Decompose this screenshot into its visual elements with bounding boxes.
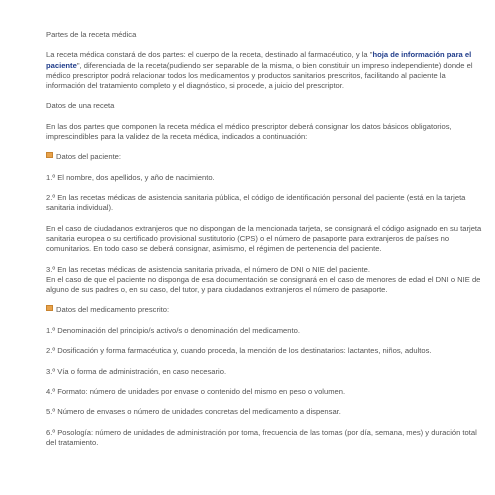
- patient-item-2: 2.º En las recetas médicas de asistencia sanitaria pública, el código de identificación personal del paciente (está en la tarjeta sanitaria individual).: [46, 193, 466, 213]
- patient-item-3: 3.º En las recetas médicas de asistencia sanitaria privada, el número de DNI o NIE del paciente.: [46, 264, 370, 274]
- med-label-text: Datos del medicamento prescrito:: [56, 305, 170, 315]
- med-section-label: [46, 305, 486, 315]
- intro-text-a: La receta médica constará de dos partes: el cuerpo de la receta, destinado al farmacéutico, y la ": [46, 50, 373, 60]
- document-body: [46, 30, 486, 458]
- med-item-4: 4.º Formato: número de unidades por envase o contenido del mismo en peso o volumen.: [46, 386, 346, 396]
- patient-section-label: [46, 152, 486, 162]
- intro2-paragraph: En las dos partes que componen la receta médica el médico prescriptor deberá consignar los datos básicos obligatorios, imprescindibles para la validez de la receta médica, indicados a continuación:: [46, 121, 452, 141]
- patient-label-text: Datos del paciente:: [56, 152, 122, 162]
- med-item-5: 5.º Número de envases o número de unidades concretas del medicamento a dispensar.: [46, 407, 341, 417]
- med-item-3: 3.º Vía o forma de administración, en caso necesario.: [46, 366, 227, 376]
- med-item-6: 6.º Posología: número de unidades de administración por toma, frecuencia de las tomas (por día, semana, mes) y duración total del tratamiento.: [46, 427, 477, 447]
- intro-paragraph: [46, 50, 486, 91]
- patient-item-3b: En el caso de que el paciente no disponga de esa documentación se consignará en el caso de menores de edad el DNI o NIE de alguno de sus padres o, en su caso, del tutor, y para ciudadanos extranjeros el número de pasaporte.: [46, 274, 481, 294]
- heading-datos: Datos de una receta: [46, 101, 115, 111]
- bullet-icon: [46, 305, 53, 311]
- patient-item-2b: En el caso de ciudadanos extranjeros que no dispongan de la mencionada tarjeta, se consignará el código asignado en su tarjeta sanitaria europea o su certificado provisional sustitutorio (CPS) o el número de pasaporte para extranjeros de países no comunitarios. En todo caso se deberá consignar, asimismo, el régimen de pertenencia del paciente.: [46, 223, 482, 254]
- intro-text-b: ", diferenciada de la receta(pudiendo ser separable de la misma, o bien constituir un impreso independiente) donde el médico prescriptor podrá relacionar todos los medicamentos y productos sanitarios prescritos, facilitando al paciente la información del tratamiento completo y el diagnóstico, si procede, a juicio del prescriptor.: [46, 60, 473, 90]
- hoja-informacion-link[interactable]: hoja de información para el paciente: [46, 50, 472, 70]
- patient-item-1: 1.º El nombre, dos apellidos, y año de nacimiento.: [46, 172, 215, 182]
- med-item-1: 1.º Denominación del principio/s activo/s o denominación del medicamento.: [46, 325, 300, 335]
- heading-partes: Partes de la receta médica: [46, 30, 137, 39]
- bullet-icon: [46, 152, 53, 158]
- med-item-2: 2.º Dosificación y forma farmacéutica y, cuando proceda, la mención de los destinatarios: lactantes, niños, adultos.: [46, 346, 432, 356]
